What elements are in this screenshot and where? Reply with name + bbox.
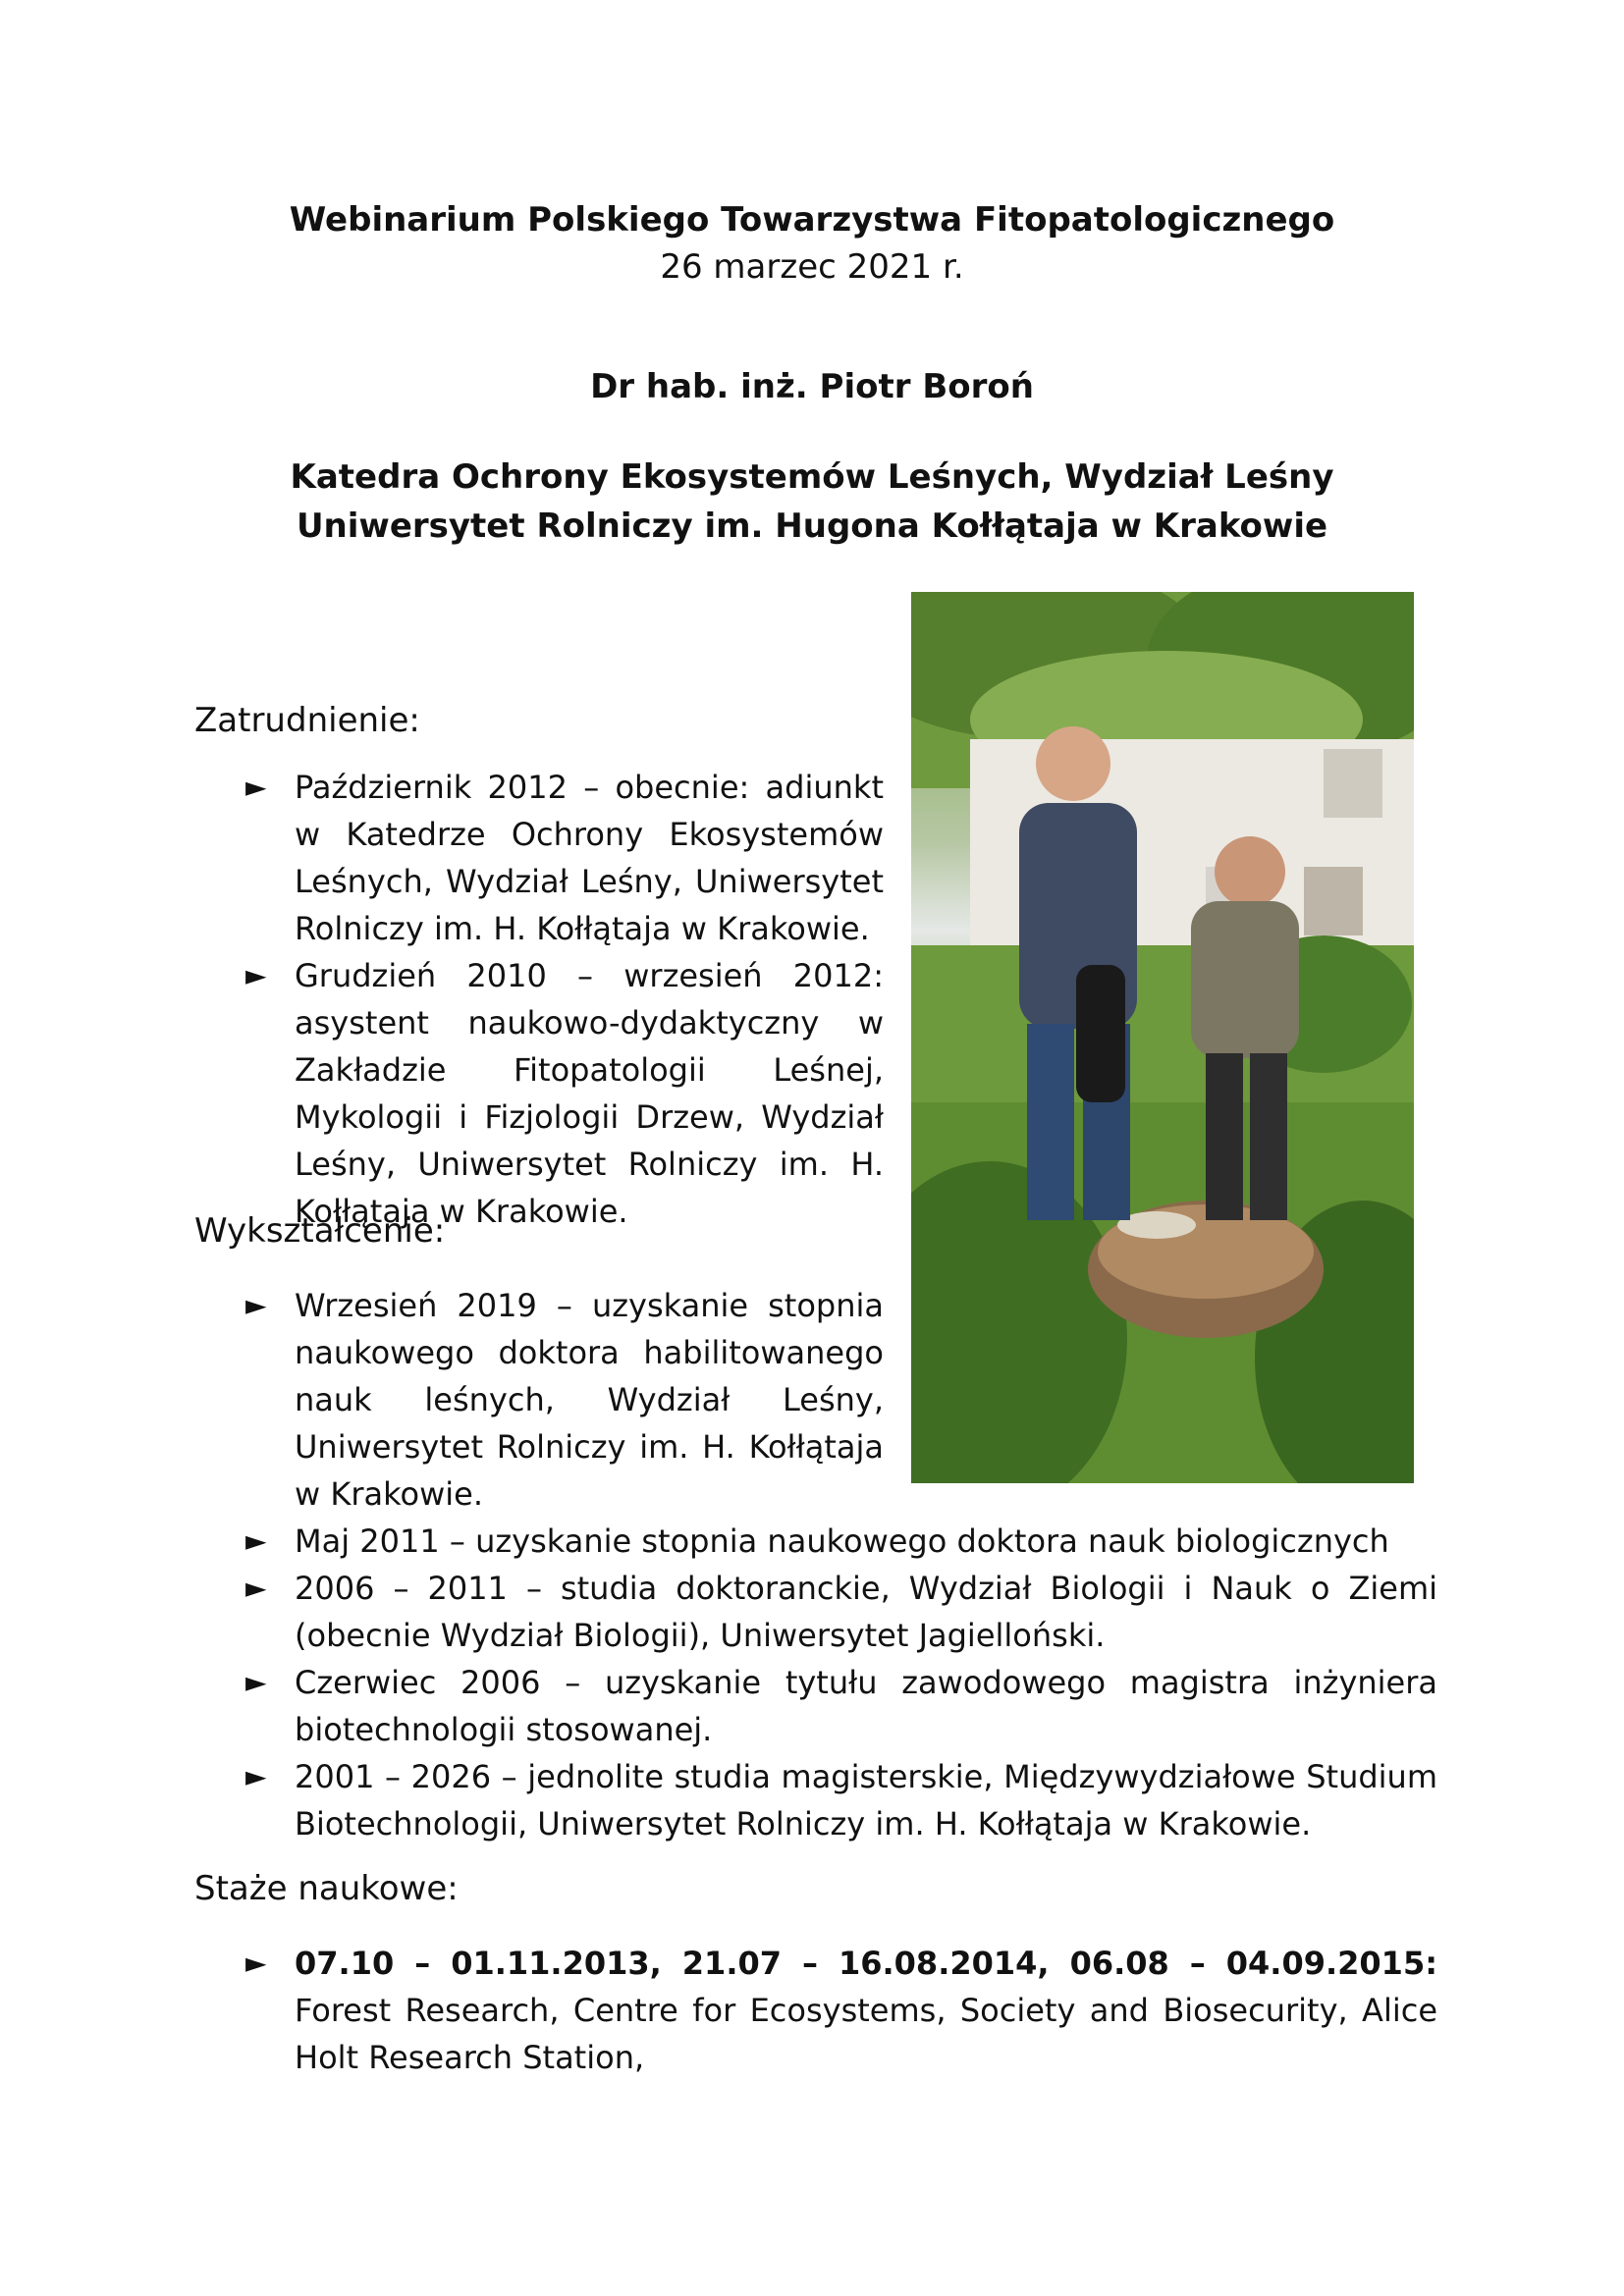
author-name: Dr hab. inż. Piotr Boroń	[590, 367, 1034, 406]
section-heading-employment: Zatrudnienie:	[194, 701, 420, 740]
education-list-top	[245, 1282, 884, 1518]
department-line-2: Uniwersytet Rolniczy im. Hugona Kołłątaja w Krakowie	[296, 507, 1328, 546]
list-item: ► Wrzesień 2019 – uzyskanie stopnia naukowego doktora habilitowanego nauk leśnych, Wydział Leśny, Uniwersytet Rolniczy im. H. Kołłątaja w Krakowie.	[245, 1282, 884, 1518]
bullet-arrow-icon: ►	[245, 1947, 267, 1979]
bullet-arrow-icon: ►	[245, 1524, 267, 1557]
webinar-title: Webinarium Polskiego Towarzystwa Fitopatologicznego	[289, 200, 1335, 240]
list-item: ► Grudzień 2010 – wrzesień 2012: asystent naukowo-dydaktyczny w Zakładzie Fitopatologii Leśnej, Mykologii i Fizjologii Drzew, Wydział Leśny, Uniwersytet Rolniczy im. H. Kołłątaja w Krakowie.	[245, 952, 884, 1235]
bullet-arrow-icon: ►	[245, 959, 267, 991]
section-heading-internships: Staże naukowe:	[194, 1869, 459, 1908]
bullet-arrow-icon: ►	[245, 771, 267, 803]
department-line-1: Katedra Ochrony Ekosystemów Leśnych, Wydział Leśny	[290, 457, 1334, 497]
section-heading-education: Wykształcenie:	[194, 1211, 446, 1251]
list-item: ► 2001 – 2026 – jednolite studia magisterskie, Międzywydziałowe Studium Biotechnologii, Uniwersytet Rolniczy im. H. Kołłątaja w Krakowie.	[245, 1753, 1437, 1847]
list-item: ► 2006 – 2011 – studia doktoranckie, Wydział Biologii i Nauk o Ziemi (obecnie Wydział Biologii), Uniwersytet Jagielloński.	[245, 1565, 1437, 1659]
employment-list	[245, 764, 884, 1235]
bullet-arrow-icon: ►	[245, 1666, 267, 1698]
list-item: ► Maj 2011 – uzyskanie stopnia naukowego doktora nauk biologicznych	[245, 1518, 1437, 1565]
bullet-arrow-icon: ►	[245, 1760, 267, 1792]
portrait-photo	[911, 592, 1414, 1483]
internship-institution: Forest Research, Centre for Ecosystems, Society and Biosecurity, Alice Holt Research Station,	[295, 1992, 1437, 2076]
list-item	[245, 1940, 1437, 2081]
bullet-arrow-icon: ►	[245, 1289, 267, 1321]
bullet-arrow-icon: ►	[245, 1572, 267, 1604]
webinar-date: 26 marzec 2021 r.	[660, 247, 964, 287]
education-list	[245, 1518, 1437, 1847]
internships-list	[245, 1940, 1437, 2081]
internship-dates: 07.10 – 01.11.2013, 21.07 – 16.08.2014, 06.08 – 04.09.2015:	[295, 1945, 1437, 1982]
list-item: ► Czerwiec 2006 – uzyskanie tytułu zawodowego magistra inżyniera biotechnologii stosowanej.	[245, 1659, 1437, 1753]
list-item: ► Październik 2012 – obecnie: adiunkt w Katedrze Ochrony Ekosystemów Leśnych, Wydział Leśny, Uniwersytet Rolniczy im. H. Kołłątaja w Krakowie.	[245, 764, 884, 952]
